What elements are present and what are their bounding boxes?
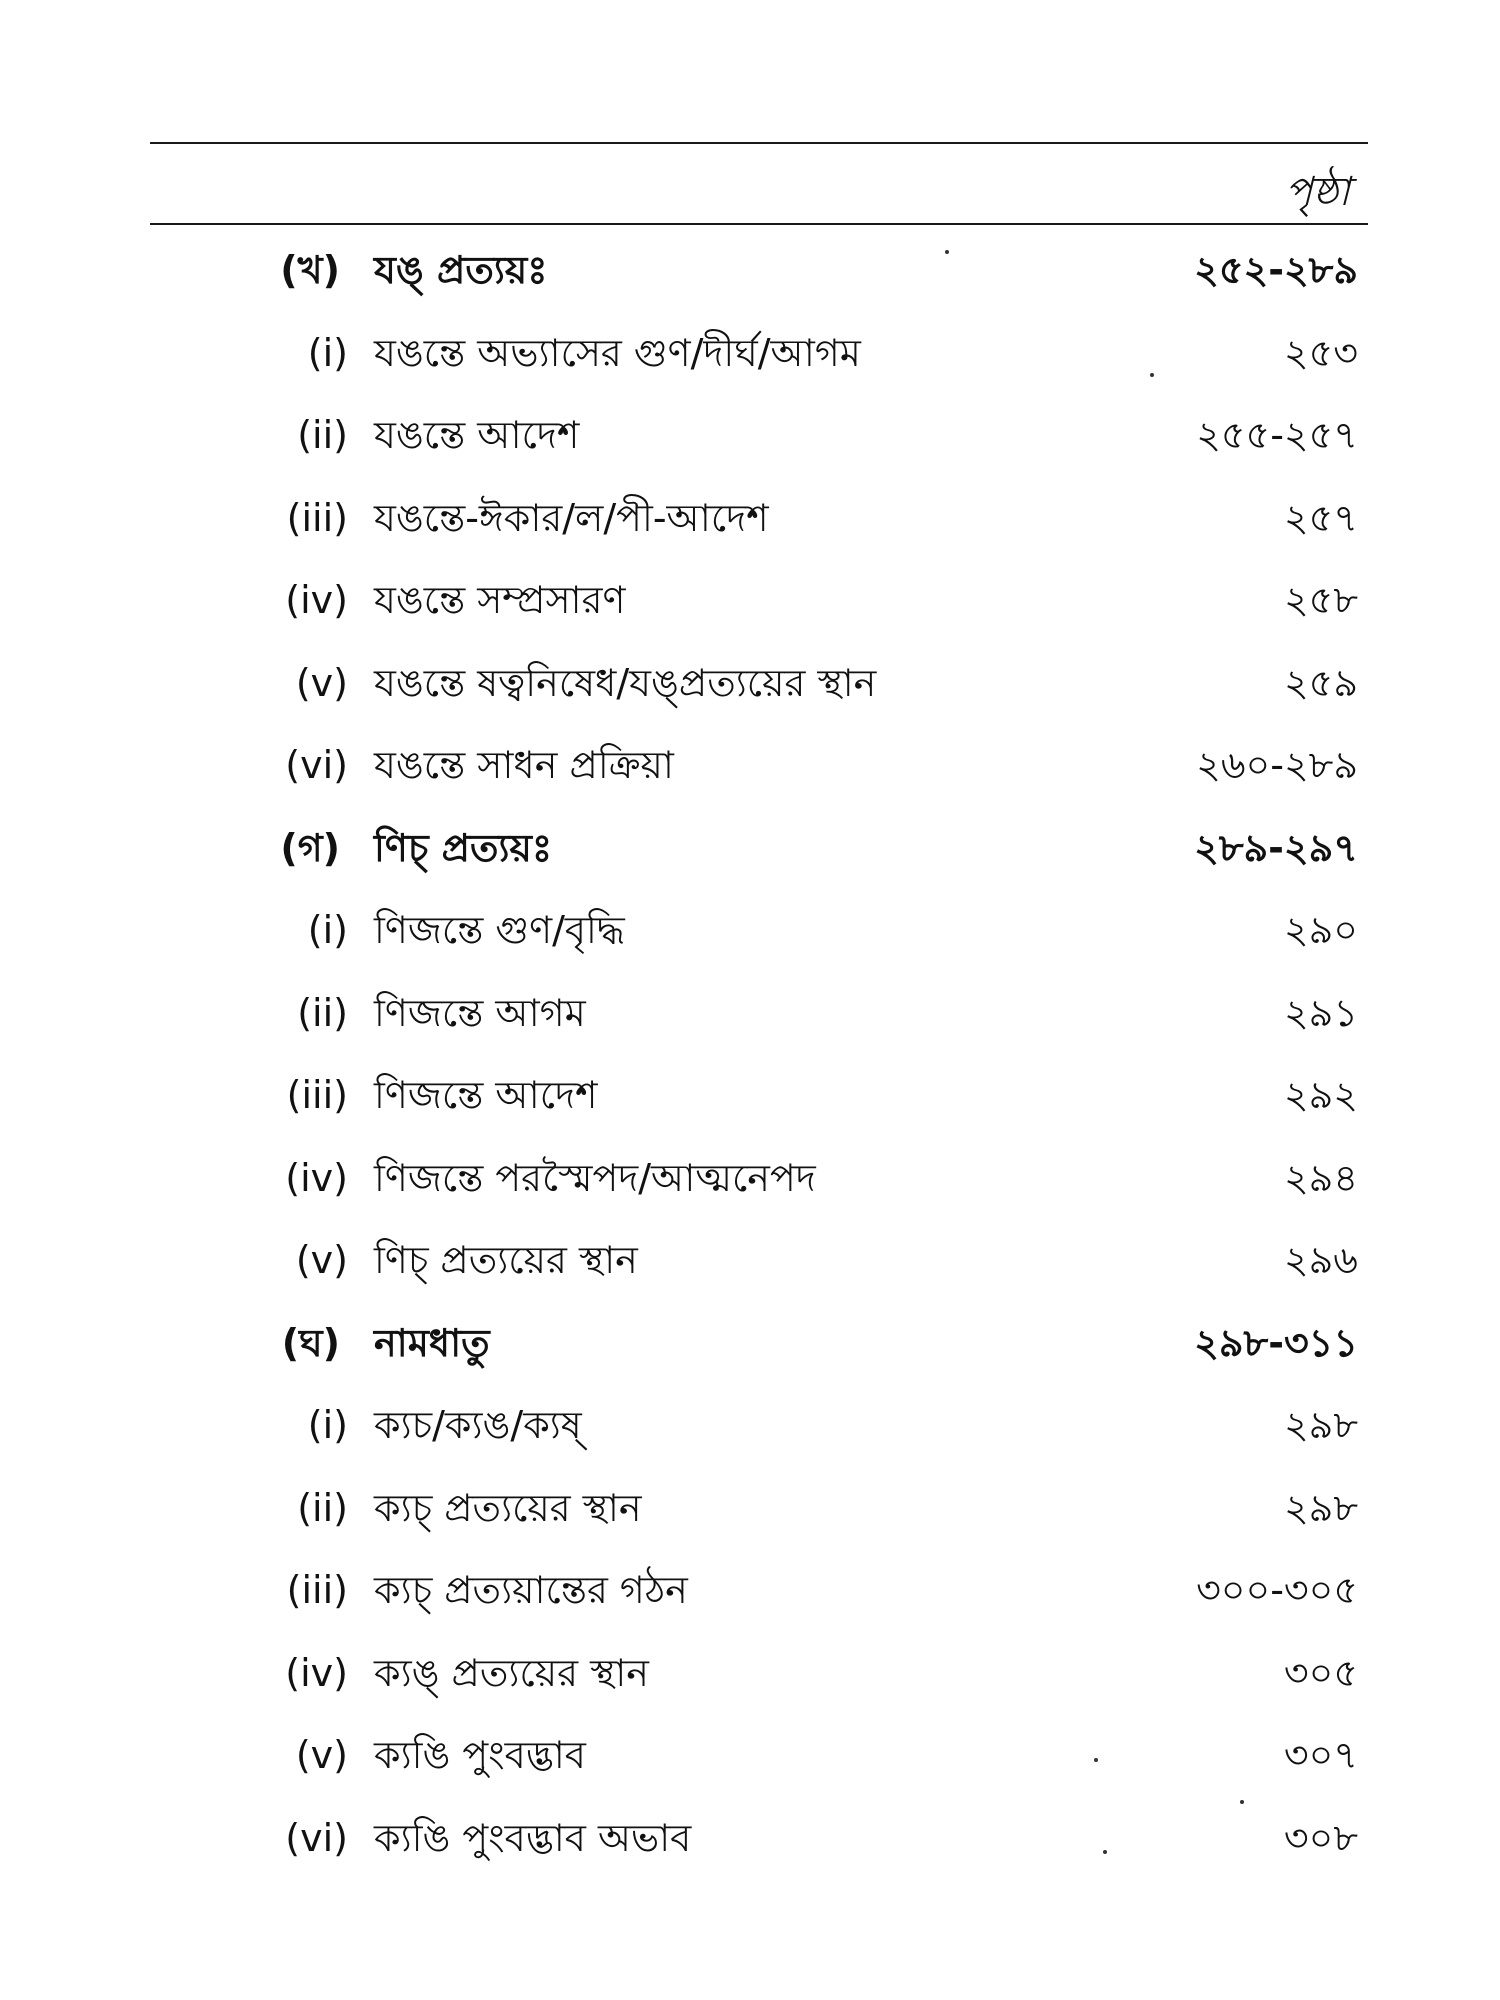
toc-item-row	[0, 1803, 1500, 1873]
entry-page-range: ২৯২	[1283, 1073, 1358, 1117]
toc-item-row	[0, 1143, 1500, 1213]
entry-number: (i)	[307, 330, 348, 375]
entry-title: ণিজন্তে আদেশ	[374, 1073, 598, 1117]
entry-page-range: ২৬০-২৮৯	[1196, 743, 1358, 787]
entry-title: ক্যঙি পুংবদ্ভাব	[374, 1733, 586, 1777]
entry-number: (ii)	[297, 1485, 348, 1530]
entry-page-range: ২৫৩	[1283, 330, 1358, 375]
entry-number: (ঘ)	[281, 1320, 340, 1365]
toc-item-row	[0, 1720, 1500, 1790]
entry-number: (iii)	[286, 1568, 348, 1612]
entry-number: (v)	[295, 660, 348, 705]
entry-number: (iii)	[286, 495, 348, 540]
entry-page-range: ৩০৮	[1283, 1815, 1358, 1860]
toc-item-row	[0, 895, 1500, 965]
entry-number: (i)	[307, 908, 348, 952]
entry-title: ক্যঙি পুংবদ্ভাব অভাব	[374, 1815, 692, 1860]
entry-title: ণিচ্ প্রত্যয়ের স্থান	[374, 1238, 638, 1282]
entry-title: যঙন্তে অভ্যাসের গুণ/দীর্ঘ/আগম	[374, 330, 861, 375]
entry-title: যঙন্তে ষত্বনিষেধ/যঙ্প্রত্যয়ের স্থান	[374, 660, 877, 705]
toc-item-row	[0, 1060, 1500, 1130]
entry-title: যঙন্তে সম্প্রসারণ	[374, 578, 626, 622]
entry-page-range: ২৫৮	[1283, 578, 1358, 622]
toc-item-row	[0, 400, 1500, 470]
entry-page-range: ২৯৮	[1283, 1403, 1358, 1447]
entry-title: ক্যচ্ প্রত্যয়ের স্থান	[374, 1485, 642, 1530]
scan-speck	[1103, 1850, 1107, 1854]
toc-item-row	[0, 1390, 1500, 1460]
toc-item-row	[0, 1473, 1500, 1543]
header-rule	[150, 223, 1368, 225]
entry-page-range: ২৯৮-৩১১	[1194, 1320, 1358, 1365]
entry-number: (iv)	[285, 578, 348, 622]
entry-page-range: ৩০৭	[1283, 1733, 1358, 1777]
entry-page-range: ২৫৯	[1283, 660, 1358, 705]
entry-number: (ii)	[297, 990, 348, 1035]
entry-title: ক্যচ্ প্রত্যয়ান্তের গঠন	[374, 1568, 688, 1612]
entry-page-range: ২৫২-২৮৯	[1194, 248, 1358, 292]
toc-section-row	[0, 235, 1500, 305]
entry-number: (iv)	[285, 1650, 348, 1695]
toc-item-row	[0, 648, 1500, 718]
entry-title: যঙন্তে আদেশ	[374, 413, 580, 457]
entry-title: ণিচ্ প্রত্যয়ঃ	[374, 825, 553, 870]
toc-item-row	[0, 978, 1500, 1048]
entry-number: (খ)	[280, 248, 340, 292]
toc-section-row	[0, 813, 1500, 883]
entry-page-range: ২৫৭	[1283, 495, 1358, 540]
toc-item-row	[0, 730, 1500, 800]
entry-title: যঙন্তে-ঈকার/ল/পী-আদেশ	[374, 495, 769, 540]
entry-number: (ii)	[297, 413, 348, 457]
toc-item-row	[0, 565, 1500, 635]
entry-title: যঙন্তে সাধন প্রক্রিয়া	[374, 743, 674, 787]
entry-page-range: ৩০৫	[1283, 1650, 1358, 1695]
entry-title: নামধাতু	[374, 1320, 490, 1365]
entry-page-range: ২৫৫-২৫৭	[1196, 413, 1358, 457]
toc-item-row	[0, 1225, 1500, 1295]
toc-item-row	[0, 318, 1500, 388]
entry-title: যঙ্ প্রত্যয়ঃ	[374, 248, 548, 292]
top-rule	[150, 142, 1368, 144]
entry-page-range: ২৯৮	[1283, 1485, 1358, 1530]
entry-title: ক্যঙ্ প্রত্যয়ের স্থান	[374, 1650, 649, 1695]
entry-number: (iv)	[285, 1155, 348, 1200]
entry-title: ণিজন্তে আগম	[374, 990, 586, 1035]
entry-number: (vi)	[285, 743, 348, 787]
entry-number: (v)	[295, 1733, 348, 1777]
entry-title: ক্যচ/ক্যঙ/ক্যষ্	[374, 1403, 582, 1447]
page-column-header: পৃষ্ঠা	[1285, 169, 1350, 215]
entry-page-range: ২৯৬	[1283, 1238, 1358, 1282]
entry-page-range: ২৯১	[1283, 990, 1358, 1035]
toc-section-row	[0, 1308, 1500, 1378]
entry-number: (i)	[307, 1403, 348, 1447]
toc-item-row	[0, 483, 1500, 553]
entry-page-range: ৩০০-৩০৫	[1196, 1568, 1358, 1612]
entry-page-range: ২৯০	[1283, 908, 1358, 952]
entry-page-range: ২৯৪	[1283, 1155, 1358, 1200]
entry-number: (গ)	[280, 825, 340, 870]
scan-speck	[945, 250, 949, 254]
scan-speck	[1094, 1758, 1098, 1762]
entry-page-range: ২৮৯-২৯৭	[1194, 825, 1358, 870]
scan-speck	[1240, 1800, 1244, 1804]
scan-speck	[1150, 373, 1154, 377]
entry-title: ণিজন্তে গুণ/বৃদ্ধি	[374, 908, 625, 952]
entry-title: ণিজন্তে পরস্মৈপদ/আত্মনেপদ	[374, 1155, 816, 1200]
toc-item-row	[0, 1638, 1500, 1708]
entry-number: (iii)	[286, 1073, 348, 1117]
toc-item-row	[0, 1555, 1500, 1625]
entry-number: (v)	[295, 1238, 348, 1282]
entry-number: (vi)	[285, 1815, 348, 1860]
